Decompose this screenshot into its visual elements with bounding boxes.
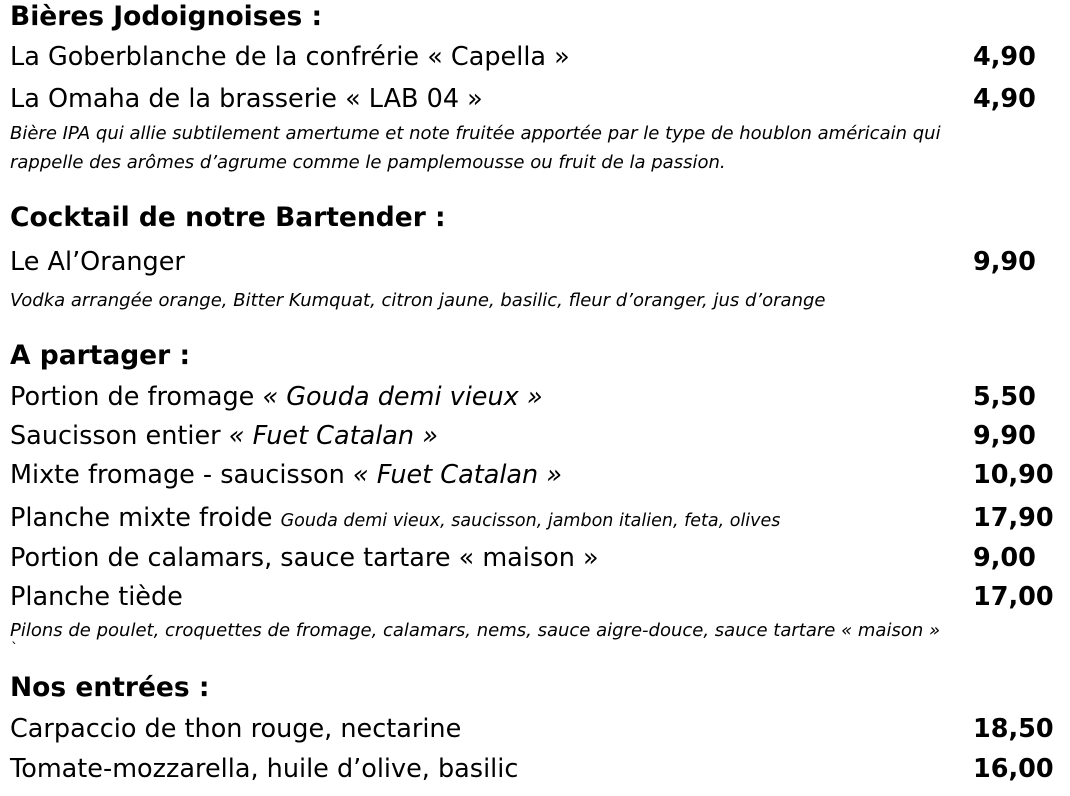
section-title-starters: Nos entrées : bbox=[10, 672, 210, 703]
section-title-cocktail: Cocktail de notre Bartender : bbox=[10, 202, 446, 233]
menu-item-carpaccio: Carpaccio de thon rouge, nectarine bbox=[10, 714, 462, 744]
item-name: Saucisson entier bbox=[10, 421, 229, 451]
item-detail: « Fuet Catalan » bbox=[228, 421, 438, 451]
section-title-beers: Bières Jodoignoises : bbox=[10, 1, 323, 32]
menu-item-mixte-fromage-saucisson bbox=[10, 458, 562, 492]
item-name: Mixte fromage - saucisson bbox=[10, 460, 353, 490]
price-portion-fromage: 5,50 bbox=[973, 382, 1036, 412]
price-saucisson-entier: 9,90 bbox=[973, 421, 1036, 451]
description-planche-tiede: Pilons de poulet, croquettes de fromage, calamars, nems, sauce aigre-douce, sauce tartare « maison » bbox=[10, 620, 941, 641]
section-title-sharing: A partager : bbox=[10, 340, 191, 371]
menu-item-goberblanche: La Goberblanche de la confrérie « Capella » bbox=[10, 42, 570, 72]
price-portion-calamars: 9,00 bbox=[973, 543, 1036, 573]
menu-item-omaha: La Omaha de la brasserie « LAB 04 » bbox=[10, 84, 483, 114]
price-planche-mixte-froide: 17,90 bbox=[973, 503, 1054, 533]
menu-item-saucisson-entier bbox=[10, 419, 438, 453]
price-carpaccio: 18,50 bbox=[973, 714, 1054, 744]
price-mixte-fromage-saucisson: 10,90 bbox=[973, 460, 1054, 490]
menu-item-planche-tiede: Planche tiède bbox=[10, 582, 183, 612]
description-al-oranger: Vodka arrangée orange, Bitter Kumquat, citron jaune, basilic, fleur d’oranger, jus d’orange bbox=[10, 290, 826, 311]
description-omaha-line-2: rappelle des arômes d’agrume comme le pamplemousse ou fruit de la passion. bbox=[10, 152, 726, 173]
price-al-oranger: 9,90 bbox=[973, 247, 1036, 277]
item-detail: « Fuet Catalan » bbox=[352, 460, 563, 490]
menu-item-portion-calamars: Portion de calamars, sauce tartare « maison » bbox=[10, 543, 599, 573]
menu-item-tomate-mozzarella: Tomate-mozzarella, huile d’olive, basilic bbox=[10, 754, 519, 784]
item-note: Gouda demi vieux, saucisson, jambon italien, feta, olives bbox=[280, 511, 781, 531]
price-goberblanche: 4,90 bbox=[973, 42, 1036, 72]
menu-item-planche-mixte-froide bbox=[10, 501, 780, 538]
item-detail: « Gouda demi vieux » bbox=[262, 382, 543, 412]
item-name: Portion de fromage bbox=[10, 382, 263, 412]
item-name: Planche mixte froide bbox=[10, 503, 281, 533]
price-planche-tiede: 17,00 bbox=[973, 582, 1054, 612]
price-tomate-mozzarella: 16,00 bbox=[973, 754, 1054, 784]
stray-mark: ` bbox=[11, 641, 18, 657]
menu-item-al-oranger: Le Al’Oranger bbox=[10, 247, 185, 277]
menu-item-portion-fromage bbox=[10, 380, 543, 414]
price-omaha: 4,90 bbox=[973, 84, 1036, 114]
description-omaha-line-1: Bière IPA qui allie subtilement amertume et note fruitée apportée par le type de houblon américain qui bbox=[10, 123, 941, 144]
